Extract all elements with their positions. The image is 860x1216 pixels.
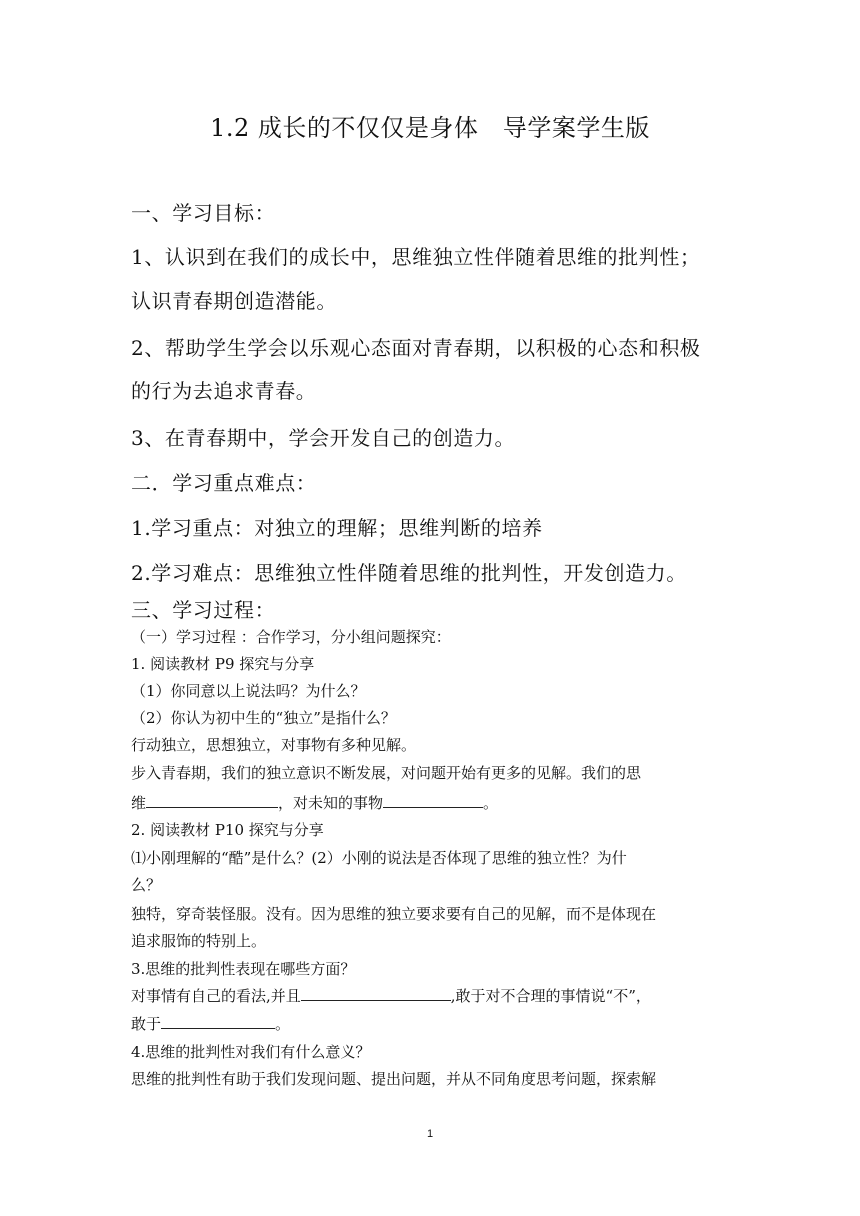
key-point: 1.学习重点：对独立的理解；思维判断的培养 xyxy=(131,516,543,540)
question-2-answer-line-2: 追求服饰的特别上。 xyxy=(131,932,267,950)
fill-text: 。 xyxy=(275,1015,291,1033)
fill-text: 对事情有自己的看法,并且 xyxy=(131,987,301,1005)
question-3-heading: 3.思维的批判性表现在哪些方面？ xyxy=(131,960,356,978)
fill-text: 敢于 xyxy=(131,1015,162,1033)
question-2-heading: 2. 阅读教材 P10 探究与分享 xyxy=(131,821,324,839)
goal-3: 3、在青春期中，学会开发自己的创造力。 xyxy=(131,426,516,450)
question-4-heading: 4.思维的批判性对我们有什么意义？ xyxy=(131,1043,371,1061)
goal-1-line-1: 1、认识到在我们的成长中，思维独立性伴随着思维的批判性； xyxy=(131,245,701,269)
subsection-heading: （一）学习过程 ：合作学习，分小组问题探究： xyxy=(131,628,451,646)
question-1-fill-line-2 xyxy=(131,791,731,815)
fill-text: ,敢于对不合理的事情说“不”， xyxy=(450,987,651,1005)
fill-blank xyxy=(161,1012,275,1029)
fill-blank xyxy=(146,791,278,808)
difficult-point: 2.学习难点：思维独立性伴随着思维的批判性，开发创造力。 xyxy=(131,561,687,585)
section-heading-key-points: 二．学习重点难点： xyxy=(131,471,317,495)
goal-1-line-2: 认识青春期创造潜能。 xyxy=(131,289,337,313)
section-heading-goals: 一、学习目标： xyxy=(131,201,276,225)
question-1-fill-line-1: 步入青春期，我们的独立意识不断发展，对问题开始有更多的见解。我们的思 xyxy=(131,764,642,782)
question-3-fill-line-2 xyxy=(131,1012,731,1036)
question-2-line-2: 么？ xyxy=(131,876,162,894)
fill-blank xyxy=(301,984,451,1001)
fill-blank xyxy=(383,791,483,808)
question-2-line-1: ⑴小刚理解的“酷”是什么？(2）小刚的说法是否体现了思维的独立性？为什 xyxy=(131,849,627,867)
page-title: 1.2 成长的不仅仅是身体 导学案学生版 xyxy=(210,114,650,142)
question-1-heading: 1. 阅读教材 P9 探究与分享 xyxy=(131,655,315,673)
question-4-answer-line-1: 思维的批判性有助于我们发现问题、提出问题，并从不同角度思考问题，探索解 xyxy=(131,1070,657,1088)
question-1a: （1）你同意以上说法吗？为什么？ xyxy=(131,682,366,700)
section-heading-process: 三、学习过程： xyxy=(131,598,276,622)
goal-2-line-2: 的行为去追求青春。 xyxy=(131,379,317,403)
fill-text: 维 xyxy=(131,794,147,812)
question-1-answer: 行动独立，思想独立，对事物有多种见解。 xyxy=(131,736,417,754)
page-number: 1 xyxy=(426,1128,434,1140)
fill-text: 。 xyxy=(483,794,499,812)
question-3-fill-line-1 xyxy=(131,984,731,1008)
fill-text: ，对未知的事物 xyxy=(278,794,384,812)
goal-2-line-1: 2、帮助学生学会以乐观心态面对青春期，以积极的心态和积极 xyxy=(131,336,701,360)
question-1b: （2）你认为初中生的“独立”是指什么？ xyxy=(131,709,396,727)
question-2-answer-line-1: 独特，穿奇装怪服。没有。因为思维的独立要求要有自己的见解，而不是体现在 xyxy=(131,905,657,923)
